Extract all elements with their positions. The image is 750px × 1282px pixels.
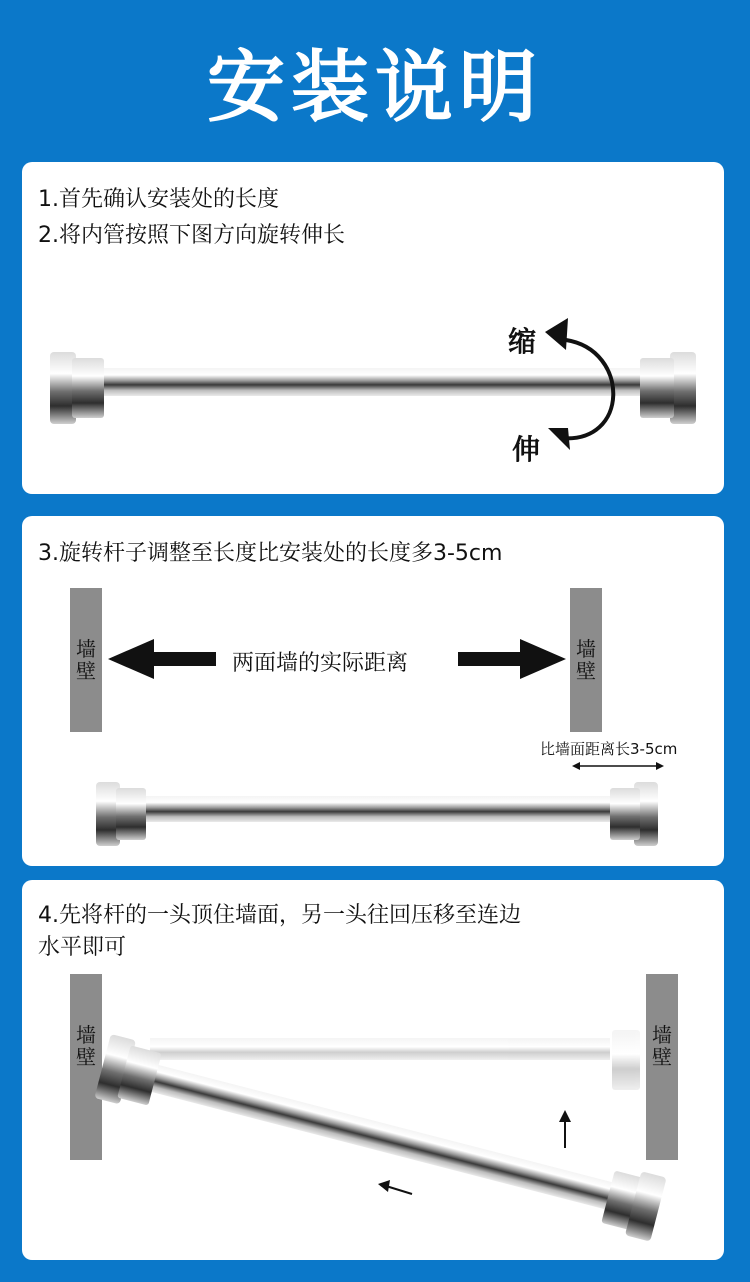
step-4-text-line1: 4.先将杆的一头顶住墙面，另一头往回压移至连边 — [38, 903, 521, 928]
step-3-text: 3.旋转杆子调整至长度比安装处的长度多3-5cm — [38, 541, 503, 566]
page-title: 安装说明 — [206, 43, 543, 133]
measure-arrow-icon — [572, 762, 664, 770]
rod-section1 — [50, 352, 696, 424]
rod-slanted — [94, 1034, 666, 1242]
distance-label: 两面墙的实际距离 — [232, 651, 409, 676]
rod-section2 — [96, 782, 658, 846]
step-4-text-line2: 水平即可 — [38, 935, 127, 960]
arrow-up-icon — [559, 1110, 571, 1148]
wall-label-right-section3: 墙 壁 — [652, 1023, 672, 1069]
distance-arrow-right-icon — [458, 639, 566, 679]
wall-label-left-section2: 墙 壁 — [76, 637, 96, 683]
arrow-left-icon — [378, 1180, 412, 1194]
rod-target-position — [150, 1030, 640, 1090]
extra-length-label: 比墙面距离长3-5cm — [540, 740, 678, 758]
distance-arrow-left-icon — [108, 639, 216, 679]
wall-label-left-section3: 墙 壁 — [76, 1023, 96, 1069]
shrink-label: 缩 — [508, 325, 537, 358]
step-1-text: 1.首先确认安装处的长度 — [38, 187, 279, 212]
wall-label-right-section2: 墙 壁 — [576, 637, 596, 683]
step-2-text: 2.将内管按照下图方向旋转伸长 — [38, 223, 345, 248]
extend-label: 伸 — [512, 433, 541, 466]
